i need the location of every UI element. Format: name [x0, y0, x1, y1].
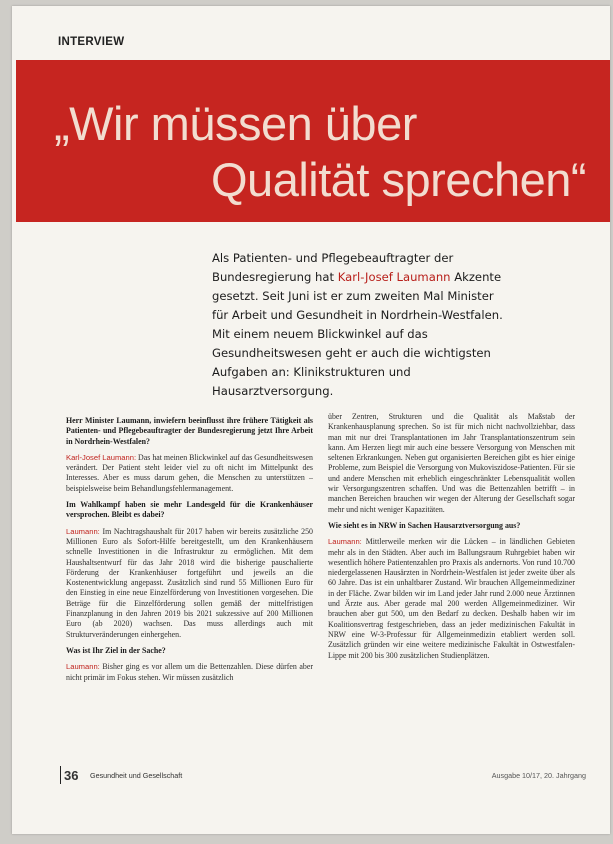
speaker-label: Karl-Josef Laumann:	[66, 452, 137, 462]
question-3: Was ist Ihr Ziel in der Sache?	[66, 645, 166, 655]
question-4: Wie sieht es in NRW in Sachen Hausarztversorgung aus?	[328, 520, 521, 530]
answer-4-text: Mittlerweile merken wir die Lücken – in ländlichen Gebieten mehr als in den Städten. Aber auch im Ballungsraum Ruhrgebiet haben wir wesentlich höhere Patientenzahlen pro Praxis als andernorts. Von rund 10.700 niedergelassenen Hausärzten in Nordrhein-Westfalen ist jeder zweite über als 60 Jahre. Das ist ein unhaltbarer Zustand. Wir brauchen Allgemeinmediziner in der Fläche. Zwar bilden wir im Land jeder Jahr rund 2.000 neue Ärztinnen und Ärzte aus. Aber gerade mal 200 werden Allgemeinmediziner. Wir brauchen aber gut 500, um den Bedarf zu decken. Deshalb haben wir im Koalitionsvertrag festgeschrieben, dass an jeder medizinischen Fakultät in NRW eine W-3-Professur für Allgemeinmedizin etabliert werden soll. Zusätzlich gründen wir eine weitere medizinische Fakultät in Ostwestfalen-Lippe mit 200 bis 300 zusätzlichen Studienplätzen.	[328, 537, 575, 660]
headline-line-2: Qualität sprechen“	[211, 153, 587, 206]
intro-text-after: Akzente gesetzt. Seit Juni ist er zum zweiten Mal Minister für Arbeit und Gesundheit in Nordrhein-Westfalen. Mit einem neuem Blickwinkel auf das Gesundheitswesen geht er auch die wichtigsten Aufgaben an: Klinikstrukturen und Hausarztversorgung.	[212, 270, 503, 398]
section-label: INTERVIEW	[58, 36, 125, 48]
intro-person-name: Karl-Josef Laumann	[337, 270, 451, 284]
question-2: Im Wahlkampf haben sie mehr Landesgeld für die Krankenhäuser versprochen. Bleibt es dabei?	[66, 500, 313, 520]
speaker-label: Laumann:	[66, 526, 100, 536]
answer-3-continued: über Zentren, Strukturen und die Qualität als Maßstab der Krankenhausplanung sprechen. So ist für mich nicht nachvollziehbar, dass man mit nur drei Transplantationen im Jahr Transplantationszentrum sein kann. Am Herzen liegt mir auch eine bessere Versorgung von Menschen mit seltenen Erkrankungen. Neben gut organisierten Bereichen gibt es hier einige Probleme, zum Beispiel die Versorgung von Mukoviszidose-Patienten. Für sie und andere Menschen mit erheblich eingeschränkter Lebensqualität wollen wir Versorgungszentren schaffen. Und was die Bettenzahlen betrifft – in manchen Bereichen brauchen wir wegen der Alterung der Gesellschaft sogar mehr und nicht weniger Kapazitäten.	[328, 412, 575, 514]
answer-4	[328, 537, 575, 661]
answer-2-text: Im Nachtragshaushalt für 2017 haben wir bereits zusätzliche 250 Millionen Euro als Sofort-Hilfe bereitgestellt, um den Krankenhäusern schnelle Investitionen in die Infrastruktur zu ermöglichen. Mit dem Haushaltsentwurf für das Jahr 2018 wird die bisherige pauschalierte Förderung der Krankenhäuser fortgeführt und jeweils an die Kostenentwicklung angepasst. Zusätzlich sind rund 55 Millionen Euro für den Einstieg in eine neue Einzelförderung von Investitionen vorgesehen. Die Beträge für die Einzelförderung sollen gemäß der mittelfristigen Finanzplanung in den Jahren 2019 bis 2021 sukzessive auf 200 Millionen Euro (ab 2020) wachsen. Das muss allerdings auch mit Strukturveränderungen einhergehen.	[66, 526, 313, 639]
magazine-page	[12, 6, 610, 834]
question-1: Herr Minister Laumann, inwiefern beeinflusst ihre frühere Tätigkeit als Patienten- und Pflegebeauftragter der Bundesregierung jetzt Ihre Arbeit in Nordrhein-Westfalen?	[66, 416, 313, 446]
footer-rule	[60, 766, 61, 784]
answer-3	[66, 662, 313, 683]
answer-3-text: Bisher ging es vor allem um die Bettenzahlen. Diese dürfen aber nicht primär im Fokus stehen. Wir müssen zusätzlich	[66, 662, 313, 682]
headline-line-1: „Wir müssen über	[54, 97, 417, 150]
headline-banner	[16, 60, 610, 222]
intro-paragraph	[212, 249, 512, 401]
issue-info: Ausgabe 10/17, 20. Jahrgang	[491, 771, 586, 780]
intro-text-before: Als Patienten- und Pflegebeauftragter der Bundesregierung hat	[212, 251, 454, 284]
speaker-label: Laumann:	[66, 662, 100, 672]
page-footer	[56, 768, 592, 784]
page-number: 36	[64, 768, 79, 783]
publication-name: Gesundheit und Gesellschaft	[90, 771, 183, 780]
speaker-label: Laumann:	[328, 537, 362, 547]
answer-2	[66, 527, 313, 640]
answer-1	[66, 453, 313, 494]
article-column-left	[66, 416, 313, 756]
article-column-right	[328, 412, 575, 752]
answer-1-text: Das hat meinen Blickwinkel auf das Gesundheitswesen verändert. Der Patient steht leider viel zu oft nicht im Mittelpunkt des Interesses. Aber es muss darum gehen, die Menschen zu unterstützen – beispielsweise beim Behandlungsfehlermanagement.	[66, 452, 313, 493]
